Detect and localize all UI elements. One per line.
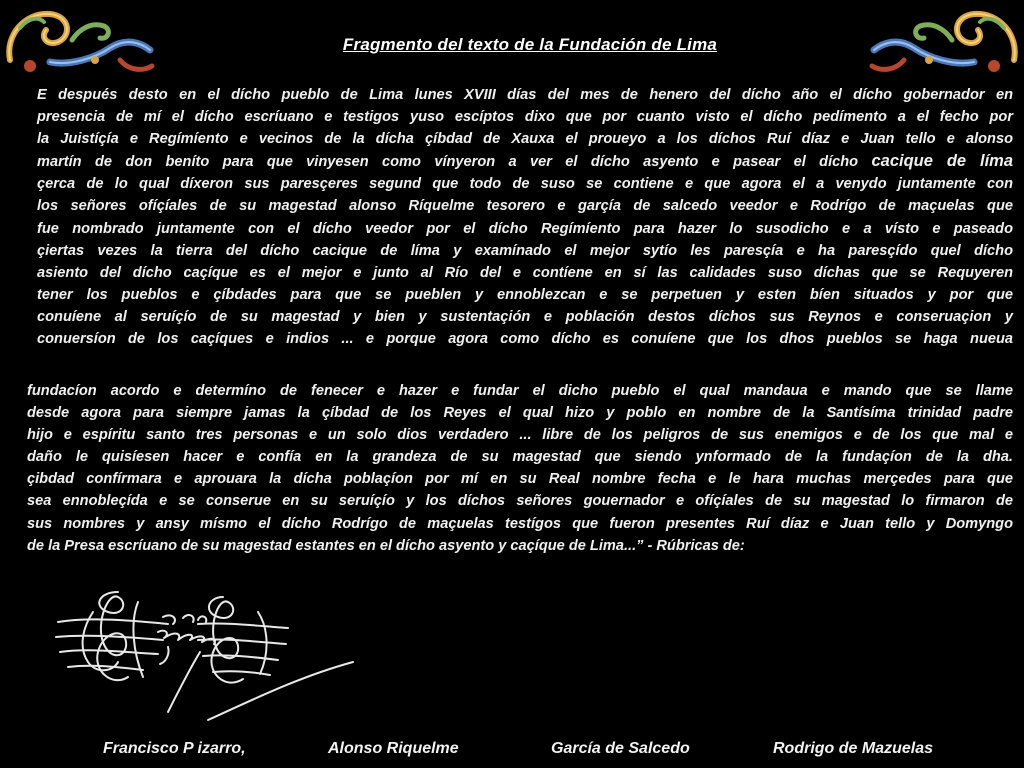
text-line: E después desto en el dícho pueblo de Lima lunes XVIII días del mes de henero del dícho año el dícho gobernador en [37,87,1013,103]
text-line: sea ennobleçída e se conserue en su seruíçío y los díchos señores gouernador e ofíçíales de su magestad lo firmaron de [27,493,1013,510]
signers-row [0,740,1024,764]
handwritten-rubric-signature [48,582,358,722]
text-line: çibdad confírmara e aprouara la dícha poblaçíon por mí en su Real nombre fecha e le hara muchas merçedes para que [27,471,1013,488]
text-line: conuersíon de los caçíques e indios ... e porque agora como dícho es conuíene que los dhos pueblos se haga nueua [37,331,1013,348]
text-line: tener los pueblos e çíbdades para que se pueblen y ennoblezcan e se perpetuen y esten bíen situados y por que [37,286,1013,303]
document-paragraph-2 [27,380,1013,557]
text-line: çiertas vezes la tierra del dícho cacique de líma y examínado el mejor sytío les paresçía e ha paresçído quel dícho [37,242,1013,259]
text-line: fue nombrado juntamente con el dícho veedor por el dícho Regímíento para hazer lo susodicho e a vísto e paseado [37,220,1013,237]
document-paragraph-1 [37,84,1013,350]
signer-name: Francisco P izarro, [103,740,246,757]
emphasized-text: cacique de líma [871,152,1014,171]
text-line: de la Presa escríuano de su magestad estantes en el dícho asyento y caçíque de Lima...” - Rúbricas de: [27,537,745,554]
text-line: hijo e espíritu santo tres personas e un solo dios verdadero ... libre de los peligros de sus enemigos e de los que mal e [27,427,1013,444]
text-line: presencia de mí el dícho escríuano e testigos yuso escíptos dixo que por cuanto visto el dícho pedímento a el fecho por [37,109,1013,126]
document-title: Fragmento del texto de la Fundación de Lima [342,35,718,54]
signer-name: Rodrigo de Mazuelas [773,740,934,757]
text-line: sus nombres y ansy mísmo el dícho Rodrígo de maçuelas testígos que fueron presentes Ruí díaz e Juan tello y Domyngo [27,515,1013,532]
text-line: fundacíon acordo e determíno de fenecer e hazer e fundar el dicho pueblo el qual mandaua e mando que se llame [27,383,1013,399]
text-line: conuíene al seruíçío de su magestad y bien y sustentaçión e población destos díchos sus Reynos e conseruaçion y [37,308,1013,325]
text-line: daño le quisíesen hacer e confía en la grandeza de su magestad que siendo ynformado de la fundaçíon de la dha. [27,449,1013,466]
text-line: los señores ofíçíales de su magestad alonso Ríquelme tesorero e garçía de salcedo veedor e Rodrígo de maçuelas que [37,198,1013,215]
text-line: desde agora para siempre jamas la çíbdad de los Reyes el qual hizo y poblo en nombre de la Santísíma trinidad padre [27,405,1013,422]
text-line: la Juistíçía e Regímíento e vecinos de la dícha çíbdad de Xauxa el proueyo a los díchos Ruí díaz e Juan tello e alonso [37,131,1013,148]
signer-name: García de Salcedo [551,740,690,757]
text-segment: martín de don beníto para que vinyesen como vínyeron a ver el dícho asyento e pasear el dícho [37,154,859,171]
signer-name: Alonso Riquelme [328,740,459,757]
text-line: çerca de lo qual díxeron sus paresçeres segund que todo de suso se contiene e que agora el a venydo juntamente con [37,176,1013,193]
text-line [37,150,1013,173]
text-line: asiento del dícho caçíque es el mejor e junto al Río del e contíene en sí las calidades suso díchas que se Requyeren [37,264,1013,281]
